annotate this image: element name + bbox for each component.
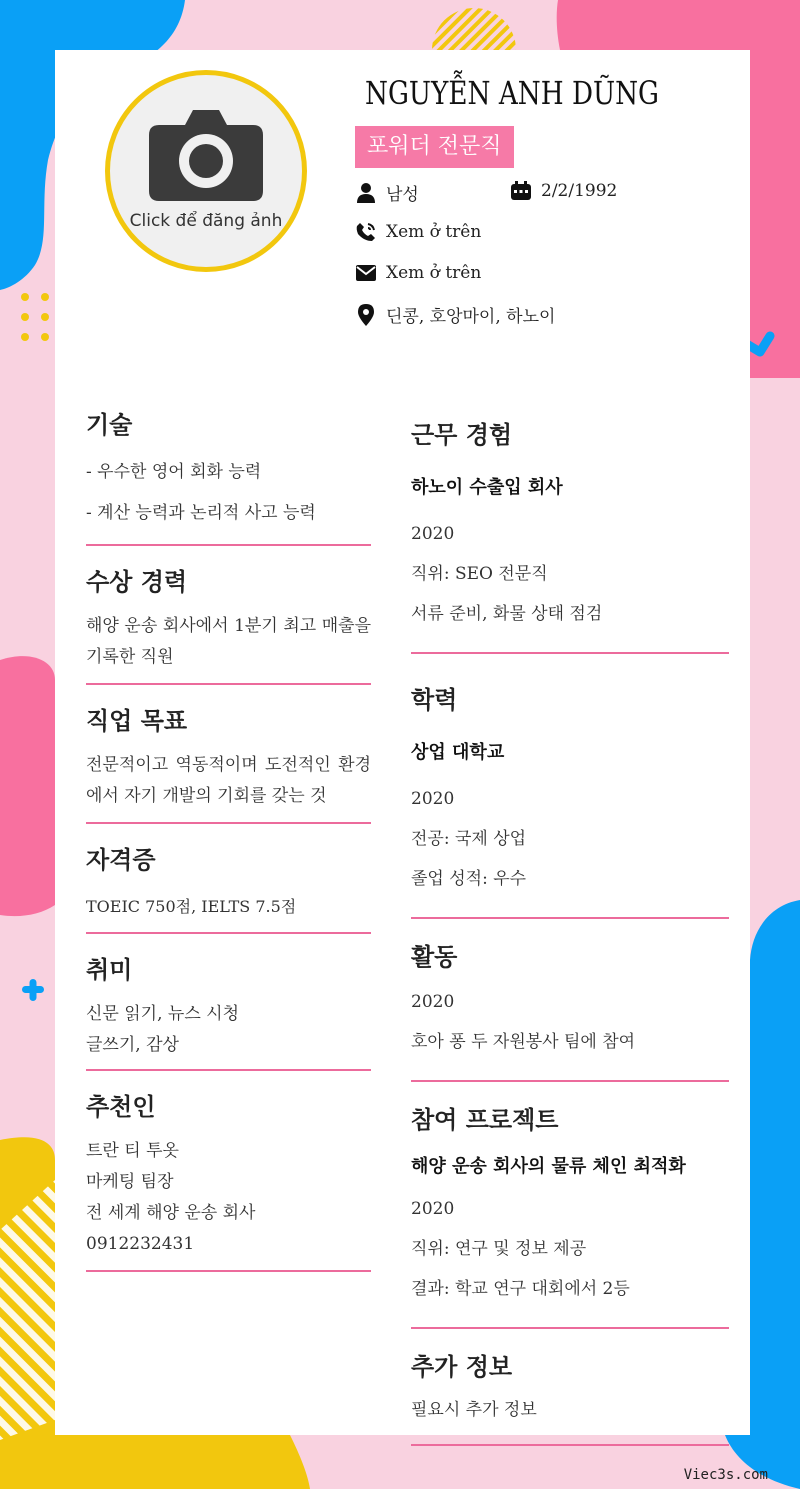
- address-info: [355, 302, 555, 327]
- reference-line: 마케팅 팀장: [86, 1172, 174, 1192]
- activities-section: [411, 937, 729, 1082]
- footer-brand: Viec3s.com: [683, 1467, 768, 1483]
- envelope-icon: [355, 262, 377, 284]
- experience-role: 직위: SEO 전문직: [411, 564, 548, 584]
- hobbies-title: 취미: [86, 956, 133, 984]
- activities-year: 2020: [411, 992, 455, 1012]
- section-divider: [411, 652, 729, 654]
- hobbies-section: [86, 950, 371, 1071]
- awards-text: 해양 운송 회사에서 1분기 최고 매출을 기록한 직원: [86, 616, 371, 667]
- activities-desc: 호아 퐁 두 자원봉사 팀에 참여: [411, 1032, 636, 1052]
- section-divider: [86, 822, 371, 824]
- certificates-title: 자격증: [86, 846, 156, 874]
- experience-section: [411, 415, 729, 654]
- section-divider: [86, 683, 371, 685]
- section-divider: [86, 1270, 371, 1272]
- section-divider: [86, 544, 371, 546]
- calendar-icon: [510, 180, 532, 202]
- project-role: 직위: 연구 및 정보 제공: [411, 1239, 587, 1259]
- references-title: 추천인: [86, 1093, 156, 1121]
- project-year: 2020: [411, 1199, 455, 1219]
- experience-desc: 서류 준비, 화물 상태 점검: [411, 604, 603, 624]
- birthdate-info: [510, 180, 617, 202]
- experience-title: 근무 경험: [411, 421, 513, 449]
- birthdate-value: 2/2/1992: [541, 181, 618, 201]
- skill-item: - 계산 능력과 논리적 사고 능력: [86, 503, 316, 523]
- position-badge: 포워더 전문직: [355, 126, 514, 168]
- reference-line: 전 세계 해양 운송 회사: [86, 1203, 256, 1223]
- awards-title: 수상 경력: [86, 568, 188, 596]
- candidate-name: NGUYỄN ANH DŨNG: [365, 74, 660, 112]
- education-year: 2020: [411, 789, 455, 809]
- experience-year: 2020: [411, 524, 455, 544]
- reference-line: 0912232431: [86, 1234, 195, 1254]
- phone-icon: [355, 221, 377, 243]
- photo-upload-label: Click để đăng ảnh: [129, 211, 283, 231]
- email-value: Xem ở trên: [386, 263, 482, 283]
- objective-title: 직업 목표: [86, 707, 188, 735]
- section-divider: [411, 917, 729, 919]
- camera-icon: [149, 105, 263, 201]
- activities-title: 활동: [411, 943, 458, 971]
- hobby-item: 글쓰기, 감상: [86, 1035, 179, 1055]
- objective-section: [86, 701, 371, 824]
- objective-text: 전문적이고 역동적이며 도전적인 환경에서 자기 개발의 기회를 갖는 것: [86, 755, 371, 806]
- project-name: 해양 운송 회사의 물류 체인 최적화: [411, 1156, 686, 1177]
- experience-company: 하노이 수출입 회사: [411, 477, 563, 498]
- project-result: 결과: 학교 연구 대회에서 2등: [411, 1279, 630, 1299]
- certificates-section: [86, 840, 371, 934]
- skill-item: - 우수한 영어 회화 능력: [86, 462, 262, 482]
- projects-title: 참여 프로젝트: [411, 1106, 559, 1134]
- references-section: [86, 1087, 371, 1272]
- section-divider: [411, 1444, 729, 1446]
- skills-section: [86, 405, 371, 546]
- phone-value: Xem ở trên: [386, 222, 482, 242]
- phone-info: [355, 221, 481, 243]
- location-pin-icon: [355, 304, 377, 326]
- profile-photo-placeholder[interactable]: [105, 70, 307, 272]
- email-info: [355, 262, 481, 284]
- hobby-item: 신문 읽기, 뉴스 시청: [86, 1004, 239, 1024]
- education-school: 상업 대학교: [411, 742, 505, 763]
- reference-line: 트란 티 투옷: [86, 1141, 179, 1161]
- education-title: 학력: [411, 686, 458, 714]
- awards-section: [86, 562, 371, 685]
- left-column: [86, 405, 371, 1272]
- education-grade: 졸업 성적: 우수: [411, 869, 527, 889]
- gender-info: [355, 180, 419, 205]
- section-divider: [86, 1069, 371, 1071]
- additional-text: 필요시 추가 정보: [411, 1400, 537, 1420]
- section-divider: [411, 1080, 729, 1082]
- section-divider: [411, 1327, 729, 1329]
- education-section: [411, 680, 729, 919]
- address-value: 딘콩, 호앙마이, 하노이: [386, 307, 556, 327]
- education-major: 전공: 국제 상업: [411, 829, 527, 849]
- additional-title: 추가 정보: [411, 1353, 513, 1381]
- gender-value: 남성: [386, 185, 419, 205]
- right-column: [411, 415, 729, 1446]
- person-icon: [355, 182, 377, 204]
- section-divider: [86, 932, 371, 934]
- certificates-text: TOEIC 750점, IELTS 7.5점: [86, 897, 297, 916]
- additional-section: [411, 1347, 729, 1446]
- skills-title: 기술: [86, 411, 133, 439]
- projects-section: [411, 1100, 729, 1329]
